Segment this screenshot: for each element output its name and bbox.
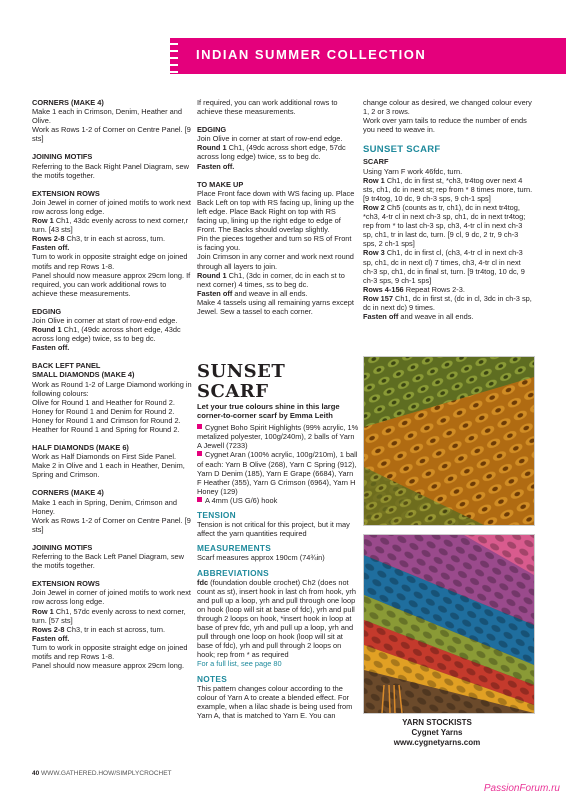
yarn-list bbox=[197, 423, 359, 505]
spacer bbox=[32, 534, 192, 543]
instruction-row bbox=[363, 285, 533, 294]
paragraph: Referring to the Back Right Panel Diagram, sew the motifs together. bbox=[32, 161, 189, 180]
paragraph: If required, you can work additional rows to achieve these measurements. bbox=[197, 98, 338, 117]
instruction-row bbox=[363, 312, 533, 321]
section-heading: HALF DIAMONDS (MAKE 6) bbox=[32, 443, 129, 453]
spacer bbox=[32, 570, 192, 579]
yarn-text: Cygnet Boho Spirit Highlights (99% acrylic, 1% metalized polyester, 100g/240m), 2 balls of Yarn A Jewell (7233) bbox=[197, 423, 359, 451]
row-text: Ch1, (49dc across short edge, 43dc across long edge) twice, ss to beg dc. bbox=[32, 325, 181, 344]
sunset-scarf-intro bbox=[197, 362, 359, 720]
stockists-heading: YARN STOCKISTS bbox=[402, 718, 472, 727]
paragraph: Using Yarn F work 46fdc, turn. bbox=[363, 166, 463, 176]
banner-title: INDIAN SUMMER COLLECTION bbox=[196, 47, 427, 62]
footer-url[interactable]: WWW.GATHERED.HOW/SIMPLYCROCHET bbox=[41, 770, 172, 777]
spacer bbox=[32, 352, 192, 361]
paragraph: Work as Rows 1-2 of Corner on Centre Panel. [9 sts] bbox=[32, 125, 191, 144]
instruction-row bbox=[32, 216, 192, 234]
row-text: Repeat Rows 2-3. bbox=[403, 284, 465, 294]
paragraph: Pin the pieces together and turn so RS of Front is facing you. bbox=[197, 234, 352, 253]
row-label: Fasten off bbox=[197, 288, 233, 298]
paragraph: Place Front face down with WS facing up. Place Back Left on top with RS facing up, lining up the left edge. Place Back Right on top with RS facing up, lining up the right edge to edge of Front. The Backs should overlap slightly. bbox=[197, 188, 355, 235]
stockists-name: Cygnet Yarns bbox=[411, 728, 463, 737]
spacer bbox=[32, 479, 192, 488]
row-text: Ch1, (49dc across short edge, 57dc across long edge) twice, ss to beg dc. bbox=[197, 143, 346, 162]
paragraph: Make 1 each in Spring, Denim, Crimson and Honey. bbox=[32, 497, 178, 516]
spacer bbox=[197, 171, 357, 180]
section-heading: CORNERS (MAKE 4) bbox=[32, 98, 104, 107]
row-label: Row 1 bbox=[363, 175, 385, 185]
abbreviations-heading: ABBREVIATIONS bbox=[197, 567, 269, 578]
paragraph: Turn to work in opposite straight edge on joined motifs and rep Rows 1-8. bbox=[32, 252, 188, 271]
row-text: Ch1, dc in first st, *ch3, tr4tog over next 4 sts, ch1, dc in next st; rep from * 8 times more, turn. [9 tr4tog, 10 dc, 9 ch-3 sps, 9 ch-1 sps] bbox=[363, 175, 533, 203]
instruction-row bbox=[32, 234, 192, 243]
instruction-row bbox=[363, 294, 533, 312]
column-3 bbox=[363, 98, 533, 321]
section-heading: EDGING bbox=[197, 125, 227, 135]
section-heading: SCARF bbox=[363, 157, 389, 167]
paragraph: Make 4 tassels using all remaining yarns except Jewel. Sew a tassel to each corner. bbox=[197, 297, 354, 316]
scarf-photo-top bbox=[363, 356, 535, 526]
section-heading: Fasten off. bbox=[32, 633, 70, 643]
paragraph: Make 1 each in Crimson, Denim, Heather and Olive. bbox=[32, 107, 182, 126]
bullet-icon bbox=[197, 497, 202, 502]
paragraph: Join Olive in corner at start of row-end edge. bbox=[197, 134, 343, 144]
scarf-title: SUNSET SCARF bbox=[197, 361, 286, 402]
abbreviations-link[interactable]: For a full list, see page 80 bbox=[197, 659, 282, 669]
row-label: Rows 4-156 bbox=[363, 284, 404, 294]
section-banner bbox=[178, 38, 566, 74]
paragraph: Olive for Round 1 and Heather for Round 2. bbox=[32, 397, 175, 407]
bullet-icon bbox=[197, 424, 202, 429]
paragraph: Honey for Round 1 and Denim for Round 2. bbox=[32, 406, 175, 416]
paragraph: Panel should now measure approx 29cm long. If required, you can work additional rows to achieve these measurements. bbox=[32, 270, 191, 298]
row-label: Round 1 bbox=[197, 270, 227, 280]
paragraph: Join Jewel in corner of joined motifs to work next row across long edge. bbox=[32, 588, 191, 607]
tension-heading: TENSION bbox=[197, 510, 236, 521]
scarf-photo-bottom bbox=[363, 534, 535, 714]
instruction-row bbox=[32, 625, 192, 634]
section-heading: Fasten off. bbox=[32, 243, 70, 253]
spacer bbox=[32, 180, 192, 189]
bullet-icon bbox=[197, 451, 202, 456]
instruction-row bbox=[197, 271, 357, 289]
paragraph: Turn to work in opposite straight edge on joined motifs and rep Rows 1-8. bbox=[32, 642, 188, 661]
row-label: Row 1 bbox=[32, 216, 54, 226]
measurements-heading: MEASUREMENTS bbox=[197, 543, 272, 554]
measurements-text: Scarf measures approx 190cm (74¾in) bbox=[197, 553, 325, 563]
paragraph: Work as Round 1-2 of Large Diamond working in following colours: bbox=[32, 379, 192, 398]
paragraph: Referring to the Back Left Panel Diagram, sew the motifs together. bbox=[32, 552, 184, 571]
paragraph: Heather for Round 1 and Spring for Round 2. bbox=[32, 425, 180, 434]
tension-text: Tension is not critical for this project, but it may affect the yarn quantities required bbox=[197, 520, 350, 539]
yarn-item bbox=[197, 450, 359, 495]
row-text: Ch1, (3dc in corner, dc in each st to next corner) 4 times, ss to beg dc. bbox=[197, 270, 345, 289]
spacer bbox=[32, 434, 192, 443]
row-label: Rows 2-8 bbox=[32, 234, 65, 244]
paragraph: Work over yarn tails to reduce the number of ends you need to weave in. bbox=[363, 116, 527, 135]
paragraph: Join Jewel in corner of joined motifs to work next row across long edge. bbox=[32, 197, 191, 216]
paragraph: Honey for Round 1 and Crimson for Round 2. bbox=[32, 415, 181, 425]
row-label: Row 2 bbox=[363, 202, 385, 212]
row-text: Ch3, tr in each st across, turn. bbox=[64, 624, 166, 634]
scarf-standfirst: Let your true colours shine in this large corner-to-corner scarf by Emma Leith bbox=[197, 402, 340, 421]
yarn-text: Cygnet Aran (100% acrylic, 100g/210m), 1 ball of each: Yarn B Olive (268), Yarn C Spring (912), Yarn D Denim (185), Yarn E Grape (6684), Yarn F Heather (355), Yarn G Crimson (6964), Yarn H Honey (129) bbox=[197, 450, 358, 496]
section-title: SUNSET SCARF bbox=[363, 144, 441, 156]
section-heading: EXTENSION ROWS bbox=[32, 579, 100, 589]
instruction-row bbox=[363, 176, 533, 203]
section-heading: EXTENSION ROWS bbox=[32, 188, 100, 198]
notes-heading: NOTES bbox=[197, 673, 228, 684]
stockists-url[interactable]: www.cygnetyarns.com bbox=[393, 738, 481, 747]
row-text: Ch3, tr in each st across, turn. bbox=[64, 234, 166, 244]
paragraph: Make 2 in Olive and 1 each in Heather, Denim, Spring and Crimson. bbox=[32, 461, 185, 480]
row-text: and weave in all ends. bbox=[232, 288, 308, 298]
section-heading: JOINING MOTIFS bbox=[32, 152, 93, 162]
paragraph: Work as Half Diamonds on First Side Panel. bbox=[32, 452, 177, 462]
column-2 bbox=[197, 98, 357, 316]
row-label: Fasten off bbox=[363, 312, 399, 322]
row-label: Row 1 bbox=[32, 606, 54, 616]
watermark: PassionForum.ru bbox=[483, 783, 560, 794]
page-footer bbox=[32, 770, 172, 777]
notes-text: This pattern changes colour according to the colour of Yarn A to create a blended effect. For example, when a lilac shade is being used from Yarn A, that is matched to Yarn E. You can bbox=[197, 683, 353, 720]
page-number: 40 bbox=[32, 770, 40, 777]
paragraph: change colour as desired, we changed colour every 1, 2 or 3 rows. bbox=[363, 98, 532, 117]
row-text: Ch1, dc in first cl, (ch3, 4-tr cl in next ch-3 sp, ch1, dc in next cl) 7 times, ch3, 4-tr cl in next ch-3 sp, ch1, dc in final st, turn. [9 tr4tog, 10 dc, 9 ch-3 sps, 9 ch-1 sps] bbox=[363, 248, 525, 285]
paragraph: Work as Rows 1-2 of Corner on Centre Panel. [9 sts] bbox=[32, 515, 191, 534]
row-label: Round 1 bbox=[197, 143, 227, 153]
row-text: Ch1, dc in first st, (dc in cl, 3dc in ch-3 sp, dc in next dc) 9 times. bbox=[363, 293, 532, 312]
instruction-row bbox=[197, 143, 357, 161]
paragraph: Join Crimson in any corner and work next round through all layers to join. bbox=[197, 252, 354, 271]
instruction-row bbox=[363, 248, 533, 284]
row-label: Rows 2-8 bbox=[32, 624, 65, 634]
spacer bbox=[197, 116, 357, 125]
row-label: Round 1 bbox=[32, 325, 62, 335]
spacer bbox=[32, 298, 192, 307]
instruction-row bbox=[32, 607, 192, 625]
section-heading: CORNERS (MAKE 4) bbox=[32, 488, 104, 498]
spacer bbox=[32, 143, 192, 152]
row-label: Row 157 bbox=[363, 293, 393, 303]
yarn-item bbox=[197, 496, 359, 505]
instruction-row bbox=[197, 289, 357, 298]
instruction-row bbox=[32, 325, 192, 343]
yarn-stockists bbox=[372, 718, 502, 748]
row-label: Row 3 bbox=[363, 248, 385, 258]
row-text: Ch1, 57dc evenly across to next corner, turn. [57 sts] bbox=[32, 606, 186, 625]
paragraph: Panel should now measure approx 29cm long. bbox=[32, 661, 185, 671]
row-text: and weave in all ends. bbox=[398, 312, 474, 322]
section-heading: BACK LEFT PANEL bbox=[32, 361, 101, 371]
spacer bbox=[363, 134, 533, 143]
row-text: Ch1, 43dc evenly across to next corner,r turn. [43 sts] bbox=[32, 216, 189, 235]
paragraph: Join Olive in corner at start of row-end edge. bbox=[32, 315, 178, 325]
yarn-text: A 4mm (US G/6) hook bbox=[205, 495, 278, 505]
column-1 bbox=[32, 98, 192, 670]
section-heading: Fasten off. bbox=[197, 161, 235, 171]
abbreviations-text: fdc (foundation double crochet) Ch2 (does not count as st), insert hook in last ch from hook, yrh and pull up a loop, yrh and pull through one loop on hook (loop will sit at base of fdc), yrh and pull through 2 loops on hook, *insert hook in loop at base of prev fdc, yrh and pull up a loop, yrh and pull through one loop on hook (loop will sit at base of fdc), yrh and pull through 2 loops on hook; rep from * as required bbox=[197, 577, 356, 660]
section-heading: Fasten off. bbox=[32, 343, 70, 353]
section-heading: EDGING bbox=[32, 306, 62, 316]
yarn-item bbox=[197, 423, 359, 450]
section-heading: JOINING MOTIFS bbox=[32, 542, 93, 552]
instruction-row bbox=[363, 203, 533, 248]
section-heading: SMALL DIAMONDS (MAKE 4) bbox=[32, 370, 135, 380]
row-text: Ch5 (counts as tr, ch1), dc in next tr4tog, *ch3, 4-tr cl in next ch-3 sp, ch1, dc in next tr4tog; rep from * to last ch-3 sp, ch3, 4-tr cl in next ch-3 sp, ch1, tr in last dc, turn. [9 cl, 9 dc, 2 tr, 9 ch-3 sps, 2 ch-1 sps] bbox=[363, 202, 526, 249]
section-heading: TO MAKE UP bbox=[197, 179, 244, 189]
